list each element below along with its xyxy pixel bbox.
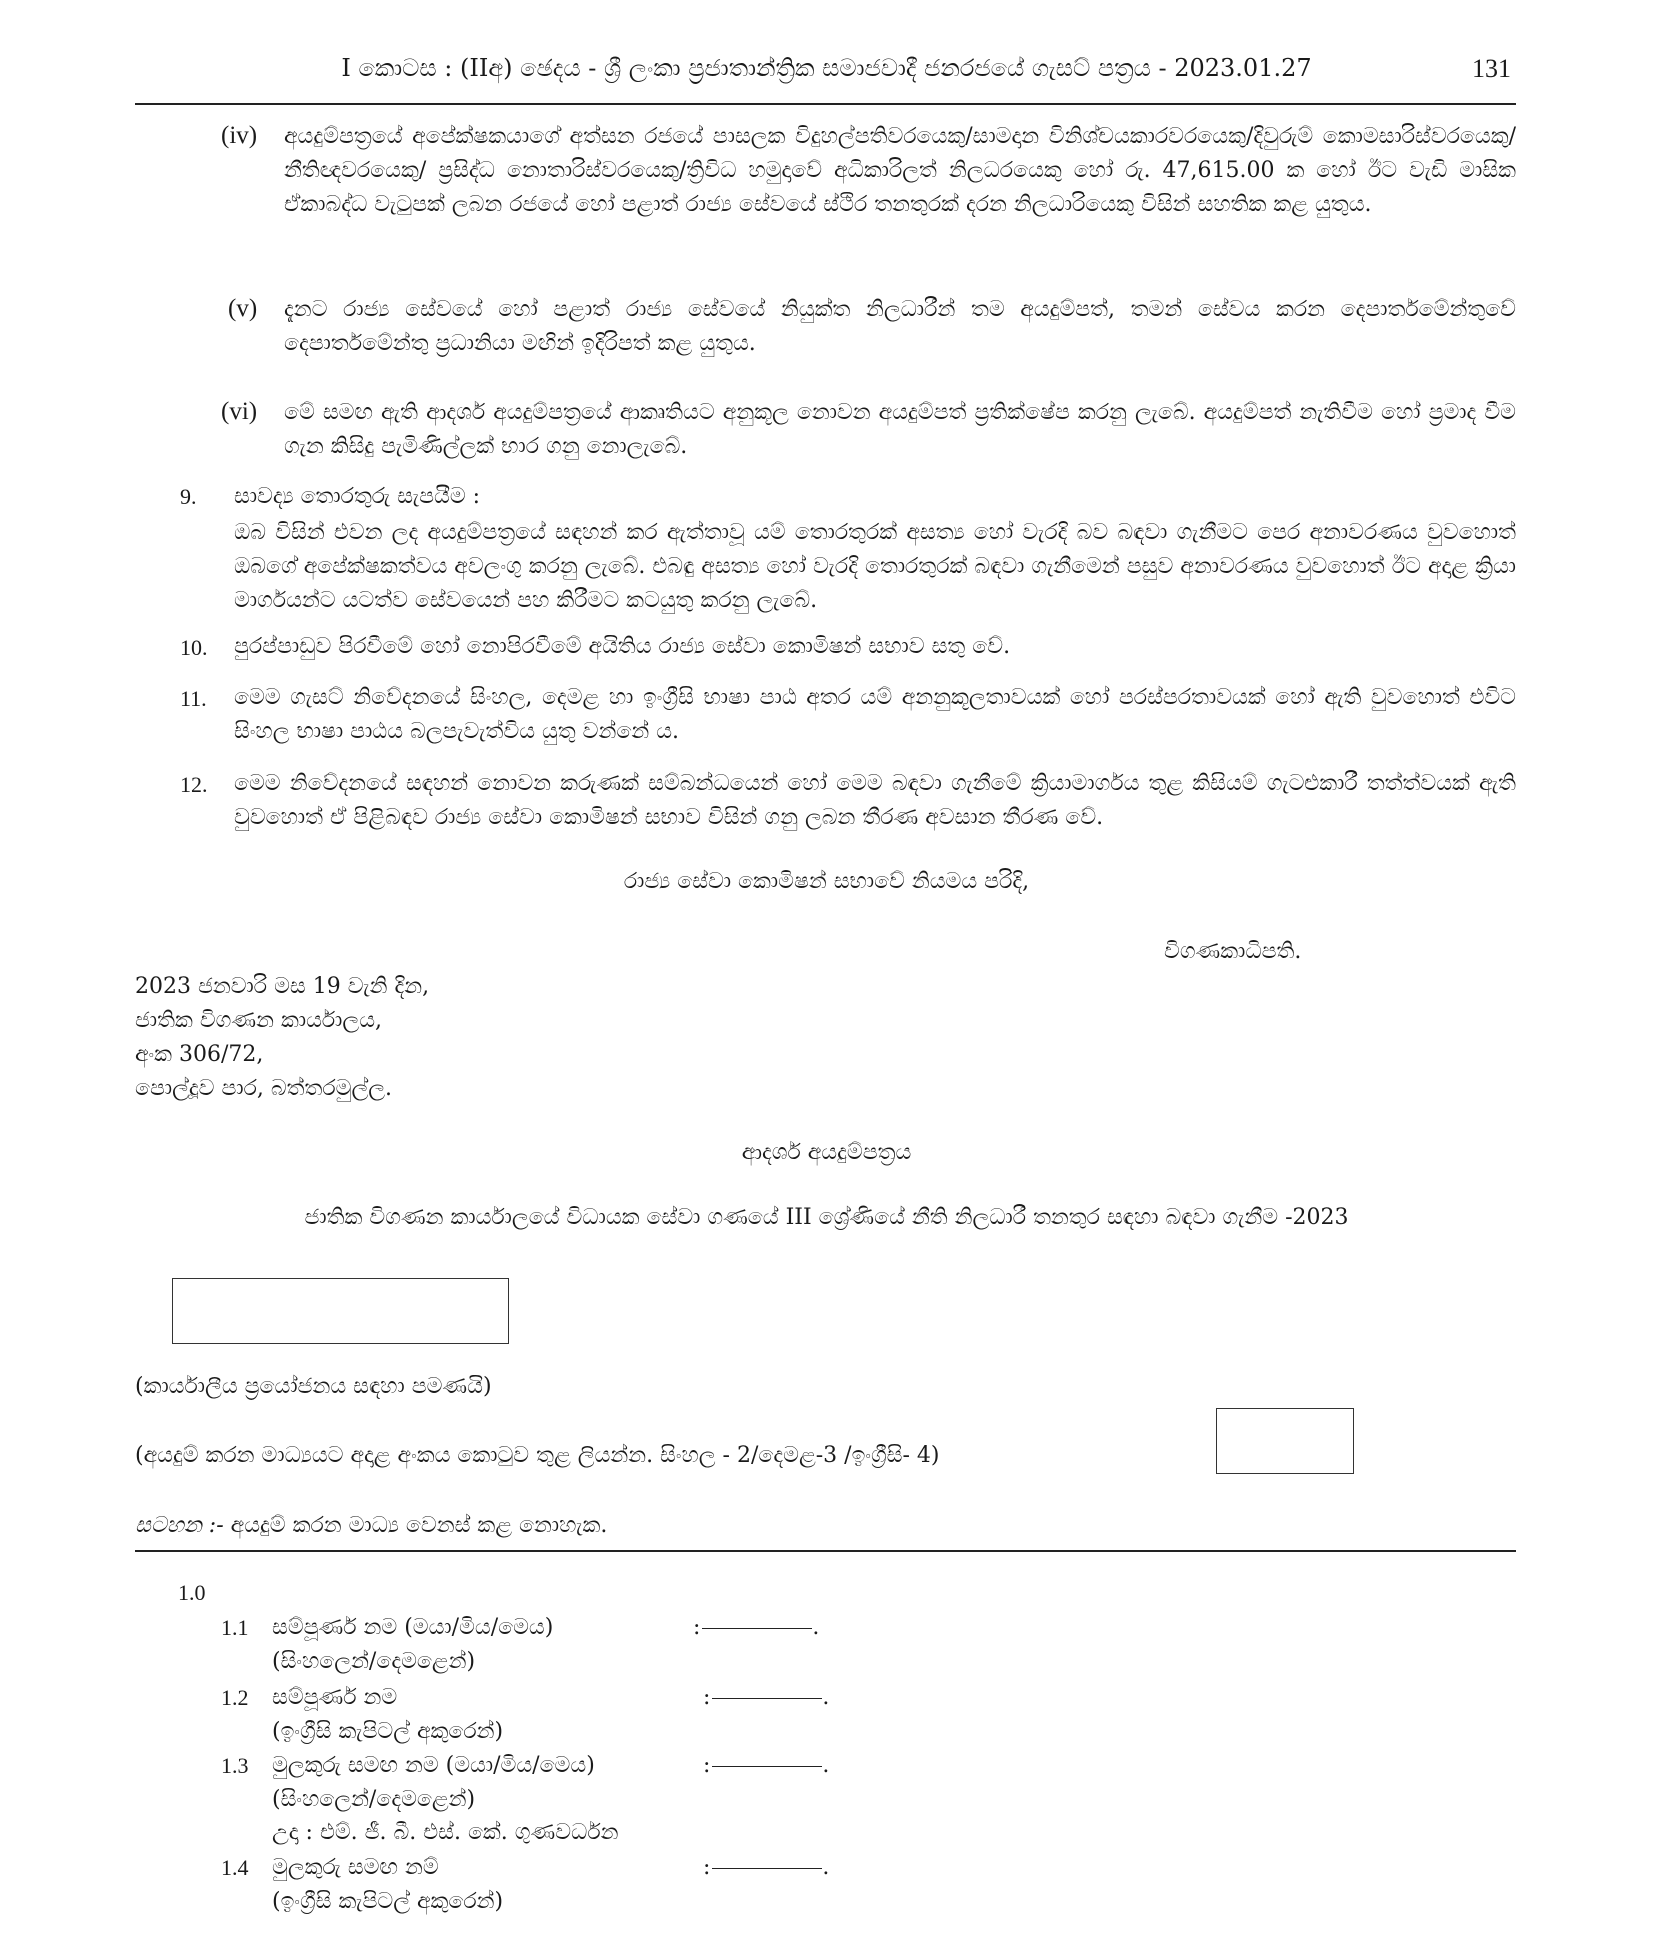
form-subtitle: ජාතික විගණන කාර්යාලයේ විධායක සේවා ගණයේ III ශ්‍රේණියේ නීති නිලධාරී තනතුර සඳහා බඳවා ගැනීම -2023 <box>304 1205 1349 1230</box>
fill-line <box>702 1628 812 1629</box>
address-line: ජාතික විගණන කාර්යාලය, <box>135 1008 383 1033</box>
item-10-number: 10. <box>180 635 208 660</box>
note-text: අයදුම් කරන මාධ්‍ය වෙනස් කළ නොහැක. <box>230 1513 608 1538</box>
fill-line <box>712 1766 822 1767</box>
note <box>135 1513 607 1538</box>
order-line: රාජ්‍ය සේවා කොමිෂන් සභාවේ නියමය පරිදි, <box>623 869 1030 894</box>
header-rule <box>135 103 1516 105</box>
fill-line <box>712 1868 822 1869</box>
medium-box[interactable] <box>1216 1408 1354 1474</box>
office-use-label: (කාර්යාලීය ප්‍රයෝජනය සඳහා පමණයි) <box>135 1374 492 1399</box>
item-iv-label: (iv) <box>221 122 258 149</box>
note-label: සටහන :- <box>135 1513 224 1538</box>
field-1-4-label: මුලකුරු සමඟ නම් <box>272 1855 439 1880</box>
form-rule <box>135 1550 1516 1552</box>
field-1-2-label: සම්පූර්ණ නම <box>272 1685 398 1710</box>
gazette-header: I කොටස : (IIඅ) ඡෙදය - ශ්‍රී ලංකා ප්‍රජාතාන්ත්‍රික සමාජවාදී ජනරජයේ ගැසට් පත්‍රය - 2023.01.27 <box>341 54 1312 82</box>
field-1-3-sub: (සිංහලෙන්/දෙමළෙන්) <box>272 1787 476 1812</box>
item-vi-text: මේ සමඟ ඇති ආදර්ශ අයදුම්පත්‍රයේ ආකෘතියට අනුකූල නොවන අයදුම්පත් ප්‍රතික්ෂේප කරනු ලැබේ. අයදුම්පත් නැතිවීම හෝ ප්‍රමාද වීම ගැන කිසිදු පැමිණිල්ලක් භාර ගනු නොලැබේ. <box>284 400 1516 459</box>
item-vi-label: (vi) <box>221 398 258 425</box>
field-1-3-label: මුලකුරු සමඟ නම (මයා/මිය/මෙය) <box>272 1753 595 1778</box>
form-title: ආදර්ශ අයදුම්පත්‍රය <box>741 1140 912 1165</box>
signatory: විගණකාධිපති. <box>1164 939 1302 964</box>
sender-address <box>135 970 429 1106</box>
field-1-3-example: උදා : එම්. ජී. බී. එස්. කේ. ගුණවර්ධන <box>272 1820 619 1845</box>
office-use-box[interactable] <box>172 1278 509 1344</box>
field-1-1-sub: (සිංහලෙන්/දෙමළෙන්) <box>272 1649 476 1674</box>
item-11-text: මෙම ගැසට් නිවේදනයේ සිංහල, දෙමළ හා ඉංග්‍රීසි භාෂා පාඨ අතර යම් අනනුකූලතාවයක් හෝ පරස්පරතාවයක් හෝ ඇති වුවහොත් එවිට සිංහල භාෂා පාඨය බලපැවැත්විය යුතු වන්නේ ය. <box>234 685 1516 744</box>
field-1-1-label: සම්පූර්ණ නම (මයා/මිය/මෙය) <box>272 1615 554 1640</box>
item-11-number: 11. <box>180 686 207 711</box>
page-number: 131 <box>1472 54 1511 83</box>
field-1-1-input[interactable]: : . <box>693 1615 820 1640</box>
item-9-number: 9. <box>180 484 197 509</box>
item-9-title: සාවද්‍ය තොරතුරු සැපයීම : <box>234 484 481 509</box>
item-iv-text: අයදුම්පත්‍රයේ අපේක්ෂකයාගේ අත්සන රජයේ පාසලක විදුහල්පතිවරයෙකු/සාමදාන විනිශ්චයකාරවරයෙකු/දිවුරුම් කොමසාරිස්වරයෙකු/නීතිඥවරයෙකු/ ප්‍රසිද්ධ නොතාරිස්වරයෙකු/ත්‍රිවිධ හමුදාවේ අධිකාරිලත් නිලධරයෙකු හෝ රු. 47,615.00 ක හෝ ඊට වැඩි මාසික ඒකාබද්ධ වැටුපක් ලබන රජයේ හෝ පළාත් රාජ්‍ය සේවයේ ස්ථිර තනතුරක් දරන නිලධාරියෙකු විසින් සහතික කළ යුතුය. <box>284 124 1516 217</box>
field-1-4-input[interactable]: : . <box>703 1855 830 1880</box>
field-1-2-number: 1.2 <box>221 1685 249 1710</box>
field-1-3-input[interactable]: : . <box>703 1753 830 1778</box>
address-line: අංක 306/72, <box>135 1042 264 1067</box>
item-9-text: ඔබ විසින් එවන ලද අයදුම්පත්‍රයේ සඳහන් කර ඇත්තාවූ යම් තොරතුරක් අසත්‍ය හෝ වැරදි බව බඳවා ගැනීමට පෙර අනාවරණය වුවහොත් ඔබගේ අපේක්ෂකත්වය අවලංගු කරනු ලැබේ. එබඳු අසත්‍ය හෝ වැරදි තොරතුරක් බඳවා ගැනීමෙන් පසුව අනාවරණය වුවහොත් ඊට අදාළ ක්‍රියා මාර්ගයන්ට යටත්ව සේවයෙන් පහ කිරීමට කටයුතු කරනු ලැබේ. <box>234 520 1516 613</box>
item-10-text: පුරප්පාඩුව පිරවීමේ හෝ නොපිරවීමේ අයිතිය රාජ්‍ය සේවා කොමිෂන් සභාව සතු වේ. <box>234 634 1011 659</box>
field-1-2-input[interactable]: : . <box>703 1685 830 1710</box>
field-1-2-sub: (ඉංග්‍රීසි කැපිටල් අකුරෙන්) <box>272 1719 504 1744</box>
section-number: 1.0 <box>178 1580 206 1605</box>
address-line: 2023 ජනවාරි මස 19 වැනි දින, <box>135 974 430 999</box>
address-line: පොල්දූව පාර, බත්තරමුල්ල. <box>135 1076 393 1101</box>
fill-line <box>712 1698 822 1699</box>
item-12-number: 12. <box>180 772 208 797</box>
medium-instruction: (අයදුම් කරන මාධ්‍යයට අදාළ අංකය කොටුව තුළ ලියන්න. සිංහල - 2/දෙමළ-3 /ඉංග්‍රීසි- 4) <box>135 1443 940 1468</box>
field-1-1-number: 1.1 <box>221 1615 249 1640</box>
item-v-label: (v) <box>228 295 258 322</box>
item-12-text: මෙම නිවේදනයේ සඳහන් නොවන කරුණක් සම්බන්ධයෙන් හෝ මෙම බඳවා ගැනීමේ ක්‍රියාමාර්ගය තුළ කිසියම් ගැටළුකාරී තත්ත්වයක් ඇති වුවහොත් ඒ පිළිබඳව රාජ්‍ය සේවා කොමිෂන් සභාව විසින් ගනු ලබන තීරණ අවසාන තීරණ වේ. <box>234 771 1516 830</box>
item-v-text: දැනට රාජ්‍ය සේවයේ හෝ පළාත් රාජ්‍ය සේවයේ නියුක්ත නිලධාරීන් තම අයදුම්පත්, තමන් සේවය කරන දෙපාර්තමේන්තුවේ දෙපාර්තමේන්තු ප්‍රධානියා මඟින් ඉදිරිපත් කළ යුතුය. <box>284 297 1516 356</box>
field-1-4-number: 1.4 <box>221 1855 249 1880</box>
field-1-4-sub: (ඉංග්‍රීසි කැපිටල් අකුරෙන්) <box>272 1889 504 1914</box>
field-1-3-number: 1.3 <box>221 1753 249 1778</box>
